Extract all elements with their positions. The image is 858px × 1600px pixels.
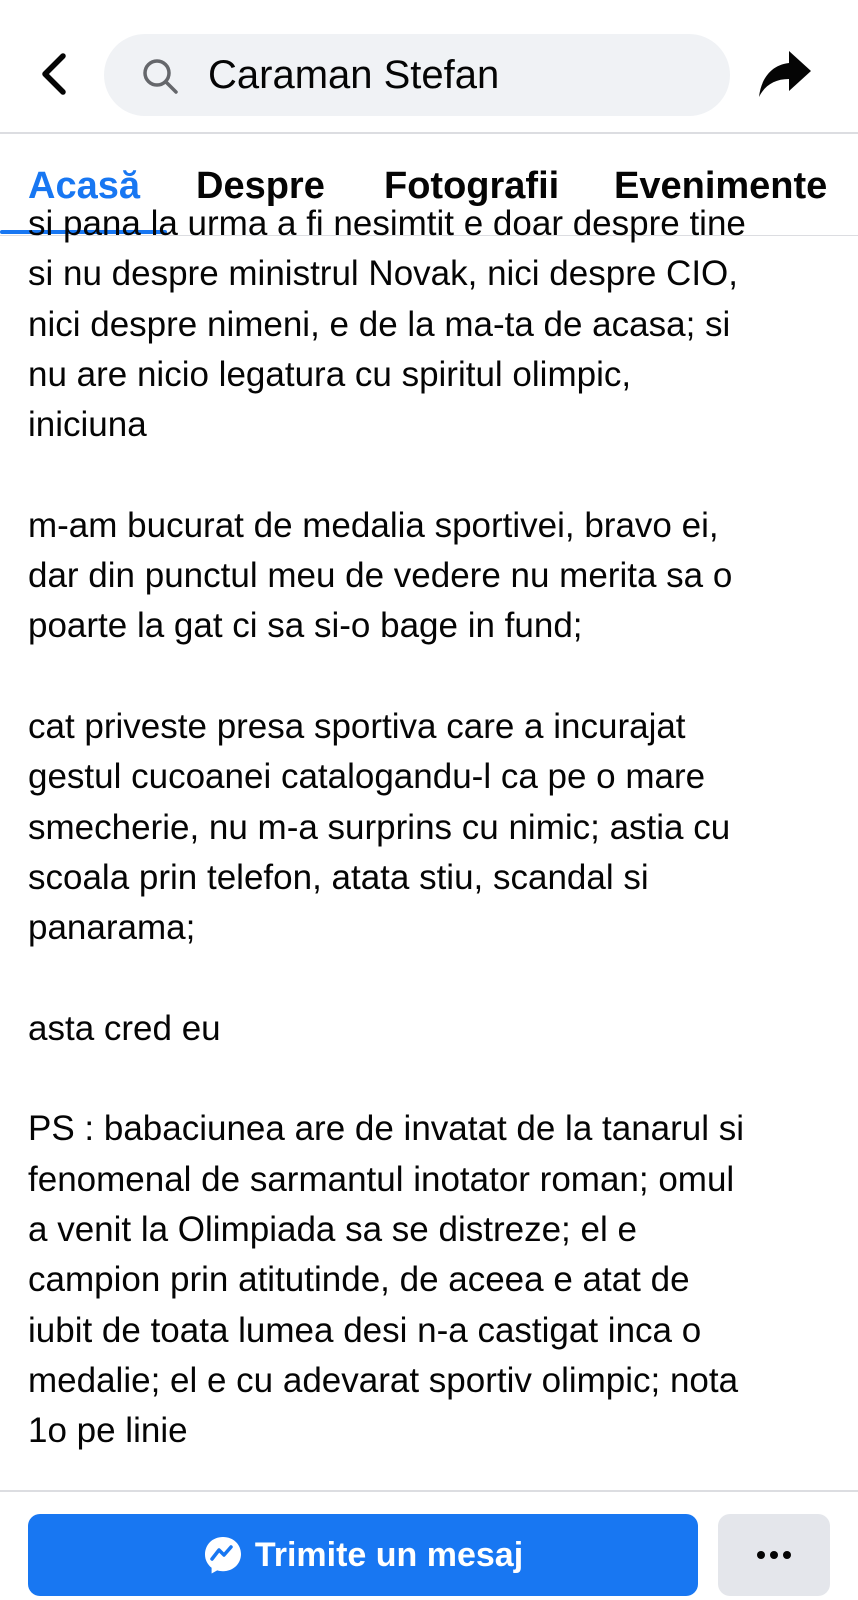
search-icon	[140, 56, 180, 96]
tab-fotografii[interactable]: Fotografii	[384, 165, 560, 207]
send-message-label: Trimite un mesaj	[254, 1535, 524, 1574]
share-button[interactable]	[752, 44, 818, 104]
chevron-left-icon	[39, 52, 69, 96]
search-input[interactable]	[104, 34, 730, 116]
back-button[interactable]	[30, 48, 78, 100]
post-content-area[interactable]	[0, 204, 858, 1491]
messenger-icon	[203, 1535, 243, 1575]
tab-despre[interactable]: Despre	[196, 165, 325, 207]
tab-evenimente[interactable]: Evenimente	[614, 165, 828, 207]
top-navigation-bar	[0, 0, 858, 134]
more-options-button[interactable]	[718, 1514, 830, 1596]
search-query-text: Caraman Stefan	[208, 53, 500, 97]
send-message-button[interactable]	[28, 1514, 698, 1596]
post-body-text: si pana la urma a fi nesimtit e doar despre tine si nu despre ministrul Novak, nici despre CIO, nici despre nimeni, e de la ma-ta de acasa; si nu are nicio legatura cu spiritul olimpic, iniciuna m-am bucurat de medalia sportivei, bravo ei, dar din punctul meu de vedere nu merita sa o poarte la gat ci sa si-o bage in fund; cat priveste presa sportiva care a incurajat gestul cucoanei catalogandu-l ca pe o mare smecherie, nu m-a surprins cu nimic; astia cu scoala prin telefon, atata stiu, scandal si panarama; asta cred eu PS : babaciunea are de invatat de la tanarul si fenomenal de sarmantul inotator roman; omul a venit la Olimpiada sa se distreze; el e campion prin atitutinde, de aceea e atat de iubit de toata lumea desi n-a castigat inca o medalie; el e cu adevarat sportiv olimpic; nota 1o pe linie	[28, 204, 746, 1451]
share-arrow-icon	[757, 49, 813, 99]
tab-acasa[interactable]: Acasă	[28, 165, 140, 207]
bottom-action-bar	[0, 1490, 858, 1600]
more-dots-icon	[756, 1550, 792, 1560]
